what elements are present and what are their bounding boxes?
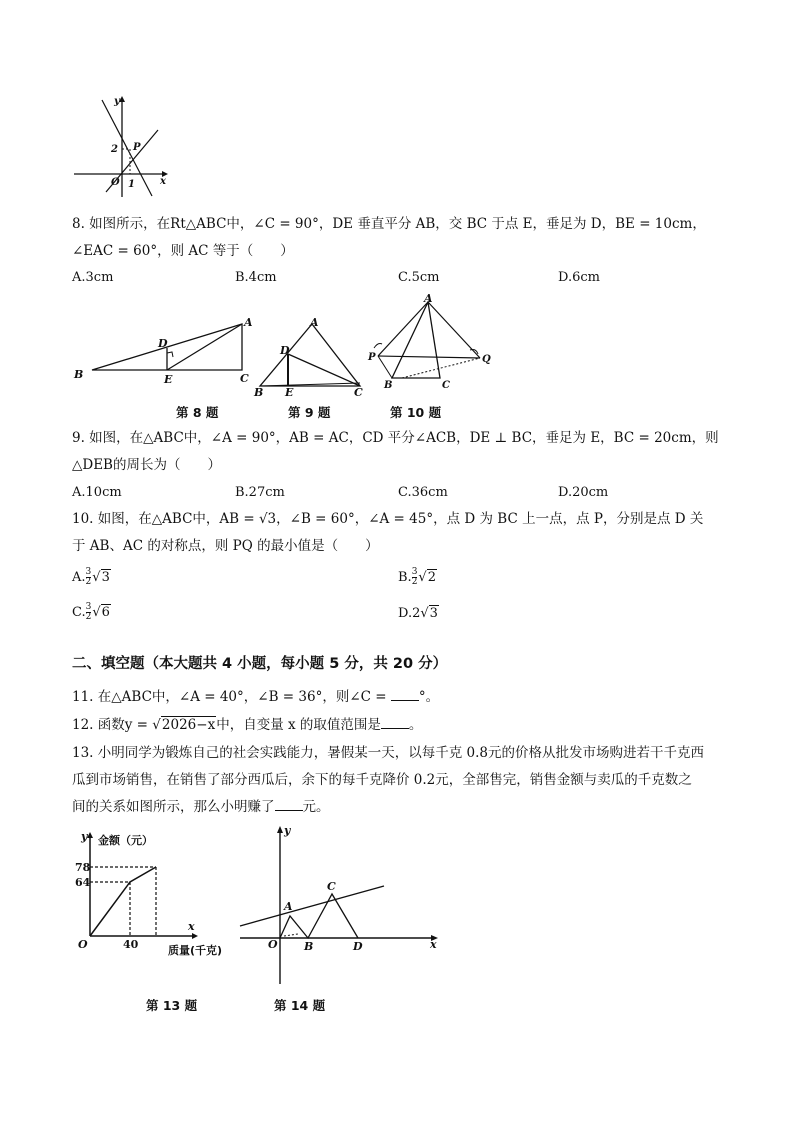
q12: 12. 函数y = √2026−x中，自变量 x 的取值范围是 。 xyxy=(72,717,423,733)
fig13-o-label: O xyxy=(78,938,88,951)
fig14-x-label: x xyxy=(430,938,437,951)
section-2-title: 二、填空题（本大题共 4 小题，每小题 5 分，共 20 分） xyxy=(72,656,448,672)
fig10-caption: 第 10 题 xyxy=(390,405,442,420)
fig9-label-e: E xyxy=(285,386,294,399)
q13-line2: 瓜到市场销售，在销售了部分西瓜后，余下的每千克降价 0.2元，全部售完，销售金额与卖瓜的千克数之 xyxy=(72,772,692,788)
q8-option-c: C.5cm xyxy=(398,270,440,285)
q9-option-c: C.36cm xyxy=(398,485,448,500)
fig9-label-d: D xyxy=(280,344,290,357)
top-graph-two-label: 2 xyxy=(111,144,118,155)
fig9-label-c: C xyxy=(354,386,363,399)
q10-option-d: D.2√3 xyxy=(398,606,438,621)
top-graph-o-label: O xyxy=(111,177,120,188)
fig9-label-b: B xyxy=(254,386,264,399)
figure-10 xyxy=(364,292,494,398)
top-function-graph xyxy=(68,92,178,202)
q8-option-a: A.3cm xyxy=(72,270,114,285)
fig8-label-a: A xyxy=(244,316,253,329)
q10-line1: 10. 如图，在△ABC中，AB = √3，∠B = 60°，∠A = 45°，点 D 为 BC 上一点，点 P，分别是点 D 关 xyxy=(72,511,704,527)
fig8-label-b: B xyxy=(74,368,84,381)
fig14-label-c: C xyxy=(327,880,336,893)
fig10-label-q: Q xyxy=(482,354,491,365)
q11-blank xyxy=(391,688,419,701)
fig14-label-o: O xyxy=(268,938,278,951)
q13-line3: 间的关系如图所示，那么小明赚了 元。 xyxy=(72,799,330,815)
top-graph-p-label: P xyxy=(133,142,141,153)
fig10-label-b: B xyxy=(384,380,393,391)
fig13-tick-64: 64 xyxy=(75,876,91,889)
fig14-y-label: y xyxy=(284,824,291,837)
q12-blank xyxy=(381,716,409,729)
q10-line2: 于 AB、AC 的对称点，则 PQ 的最小值是（ ） xyxy=(72,538,379,554)
fig8-label-e: E xyxy=(164,373,173,386)
q10-option-c: C. $\frac{3}{2}$ √6 xyxy=(72,602,110,622)
q13-line1: 13. 小明同学为锻炼自己的社会实践能力，暑假某一天，以每千克 0.8元的价格从批发市场购进若干千克西 xyxy=(72,745,705,761)
fig14-caption: 第 14 题 xyxy=(274,998,326,1013)
q9-option-b: B.27cm xyxy=(235,485,285,500)
fig9-caption: 第 9 题 xyxy=(288,405,331,420)
fig8-label-d: D xyxy=(158,337,168,350)
q13-blank xyxy=(275,798,303,811)
fig13-tick-78: 78 xyxy=(75,861,91,874)
fig13-y-title: 金额（元） xyxy=(98,834,153,847)
figure-8 xyxy=(70,312,260,392)
fig13-y-label: y xyxy=(81,830,88,843)
top-graph-y-label: y xyxy=(114,96,120,107)
q10-option-b: B. $\frac{3}{2}$ √2 xyxy=(398,567,436,587)
fig13-tick-40: 40 xyxy=(123,938,139,951)
figure-14 xyxy=(232,822,444,992)
q8-line2: ∠EAC = 60°，则 AC 等于（ ） xyxy=(72,243,294,259)
figure-9 xyxy=(252,316,368,400)
fig10-label-a: A xyxy=(424,292,433,305)
q8-option-d: D.6cm xyxy=(558,270,600,285)
q9-option-d: D.20cm xyxy=(558,485,609,500)
fig10-label-p: P xyxy=(368,352,376,363)
fig9-label-a: A xyxy=(310,316,319,329)
q9-line1: 9. 如图，在△ABC中，∠A = 90°，AB = AC，CD 平分∠ACB，DE ⊥ BC，垂足为 E，BC = 20cm，则 xyxy=(72,430,719,446)
top-graph-one-label: 1 xyxy=(128,179,135,190)
fig14-label-a: A xyxy=(284,900,293,913)
q9-line2: △DEB的周长为（ ） xyxy=(72,457,221,473)
top-graph-x-label: x xyxy=(160,176,166,187)
q8-option-b: B.4cm xyxy=(235,270,277,285)
fig13-x-title: 质量(千克) xyxy=(168,944,223,957)
fig8-label-c: C xyxy=(240,372,249,385)
fig13-caption: 第 13 题 xyxy=(146,998,198,1013)
q11: 11. 在△ABC中，∠A = 40°，∠B = 36°，则∠C = °。 xyxy=(72,689,440,705)
q8-line1: 8. 如图所示，在Rt△ABC中，∠C = 90°，DE 垂直平分 AB，交 BC 于点 E，垂足为 D，BE = 10cm， xyxy=(72,216,706,232)
fig13-x-label: x xyxy=(188,920,195,933)
fig8-caption: 第 8 题 xyxy=(176,405,219,420)
fig14-label-d: D xyxy=(353,940,363,953)
q9-option-a: A.10cm xyxy=(72,485,122,500)
q10-option-a: A. $\frac{3}{2}$ √3 xyxy=(72,567,110,587)
fig10-label-c: C xyxy=(442,380,450,391)
fig14-label-b: B xyxy=(304,940,314,953)
